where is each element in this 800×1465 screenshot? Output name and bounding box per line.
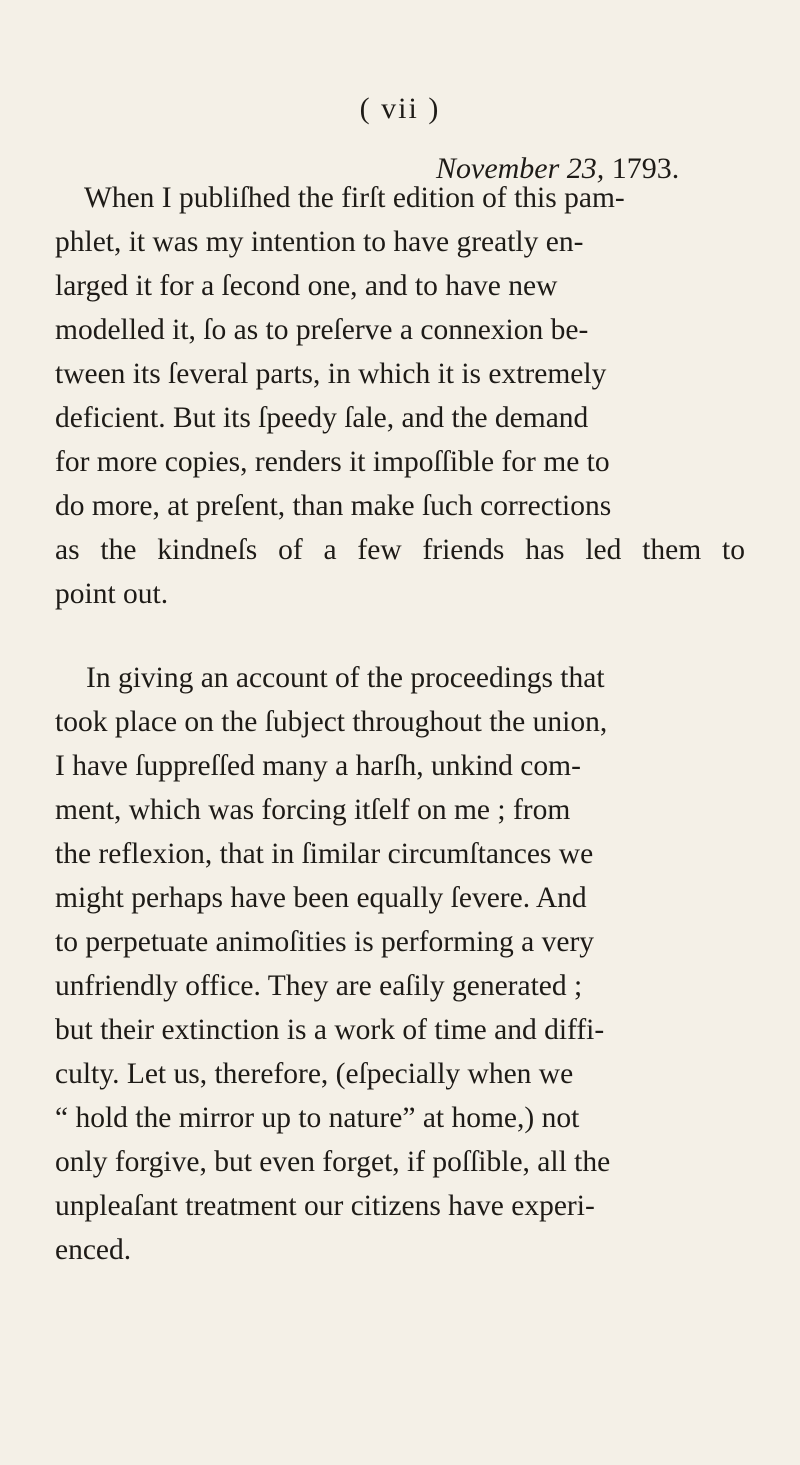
text-line: only forgive, but even forget, if poſſible, all the	[55, 1146, 611, 1178]
text-line: took place on the ſubject throughout the union,	[55, 706, 608, 738]
text-line: unpleaſant treatment our citizens have experi-	[55, 1190, 595, 1222]
text-line: the reflexion, that in ſimilar circumſtances we	[55, 838, 594, 870]
text-line: larged it for a ſecond one, and to have new	[55, 270, 558, 302]
text-line: “ hold the mirror up to nature” at home,) not	[55, 1102, 580, 1134]
dateline-year: 1793.	[611, 152, 680, 185]
text-line: culty. Let us, therefore, (eſpecially when we	[55, 1058, 574, 1090]
text-line: phlet, it was my intention to have greatly en-	[55, 226, 584, 258]
text-line: deficient. But its ſpeedy ſale, and the demand	[55, 402, 589, 434]
page-number: ( vii )	[359, 92, 441, 125]
text-line: point out.	[55, 578, 169, 610]
dateline-month-day: November 23,	[436, 152, 605, 185]
text-line: but their extinction is a work of time and diffi-	[55, 1014, 605, 1046]
text-line: enced.	[55, 1234, 132, 1266]
text-line: In giving an account of the proceedings that	[86, 662, 605, 694]
text-line: might perhaps have been equally ſevere. And	[55, 882, 587, 914]
text-line: to perpetuate animoſities is performing a very	[55, 926, 595, 958]
text-line: modelled it, ſo as to preſerve a connexion be-	[55, 314, 589, 346]
text-line: for more copies, renders it impoſſible for me to	[55, 446, 610, 478]
text-line: unfriendly office. They are eaſily generated ;	[55, 970, 583, 1002]
text-line: I have ſuppreſſed many a harſh, unkind com-	[55, 750, 581, 782]
text-line: When I publiſhed the firſt edition of this pam-	[84, 182, 625, 214]
text-line: do more, at preſent, than make ſuch corrections	[55, 490, 612, 522]
text-line: as the kindneſs of a few friends has led them to	[55, 534, 745, 566]
text-line: ment, which was forcing itſelf on me ; from	[55, 794, 571, 826]
text-line: tween its ſeveral parts, in which it is extremely	[55, 358, 607, 390]
